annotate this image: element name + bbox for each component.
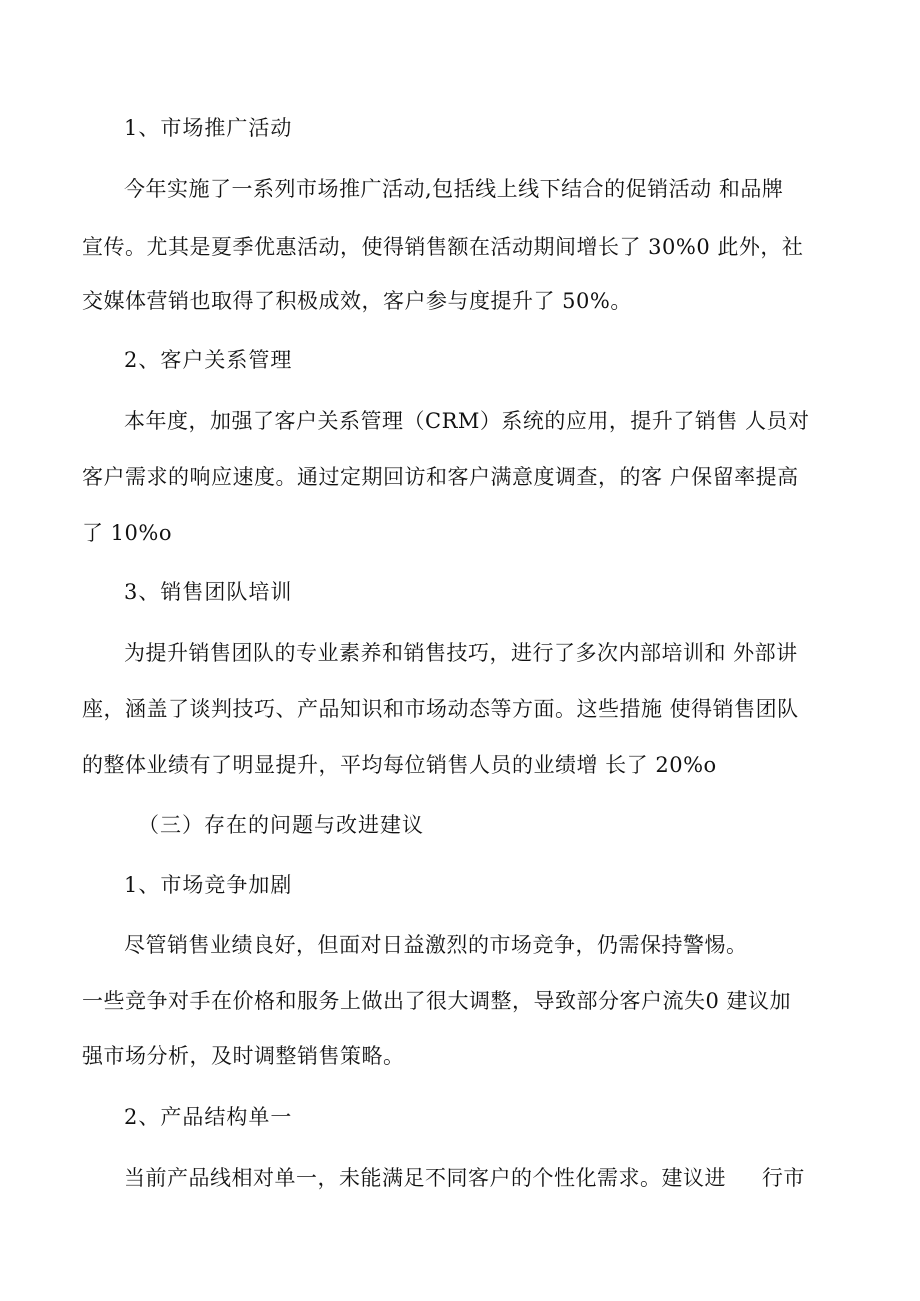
paragraph-line: 强市场分析，及时调整销售策略。 <box>82 1044 405 1068</box>
paragraph-line: 了 10%o <box>82 521 172 545</box>
paragraph-line: 本年度，加强了客户关系管理（CRM）系统的应用，提升了销售 人员对 <box>124 409 810 433</box>
section-heading-market-promotion: 1、市场推广活动 <box>124 116 293 140</box>
section-heading-customer-relationship: 2、客户关系管理 <box>124 348 293 372</box>
paragraph-line: 宣传。尤其是夏季优惠活动，使得销售额在活动期间增长了 30%0 此外，社 <box>82 235 804 259</box>
paragraph-line: 交媒体营销也取得了积极成效，客户参与度提升了 50%。 <box>82 289 632 313</box>
paragraph-line: 客户需求的响应速度。通过定期回访和客户满意度调查，的客 户保留率提高 <box>82 465 799 489</box>
section-heading-single-product-structure: 2、产品结构单一 <box>124 1105 293 1129</box>
paragraph-line: 尽管销售业绩良好，但面对日益激烈的市场竞争，仍需保持警惕。 <box>124 933 748 957</box>
paragraph-line: 当前产品线相对单一，未能满足不同客户的个性化需求。建议进 行市 <box>124 1166 805 1190</box>
section-heading-market-competition: 1、市场竞争加剧 <box>124 873 293 897</box>
paragraph-line: 一些竞争对手在价格和服务上做出了很大调整，导致部分客户流失0 建议加 <box>82 989 792 1013</box>
section-heading-sales-team-training: 3、销售团队培训 <box>124 580 293 604</box>
paragraph-line: 今年实施了一系列市场推广活动,包括线上线下结合的促销活动 和品牌 <box>124 177 784 201</box>
chapter-heading-issues-and-suggestions: （三）存在的问题与改进建议 <box>138 813 424 837</box>
paragraph-line: 的整体业绩有了明显提升，平均每位销售人员的业绩增 长了 20%o <box>82 753 717 777</box>
paragraph-line: 为提升销售团队的专业素养和销售技巧，进行了多次内部培训和 外部讲 <box>124 641 798 665</box>
paragraph-line: 座，涵盖了谈判技巧、产品知识和市场动态等方面。这些措施 使得销售团队 <box>82 697 799 721</box>
